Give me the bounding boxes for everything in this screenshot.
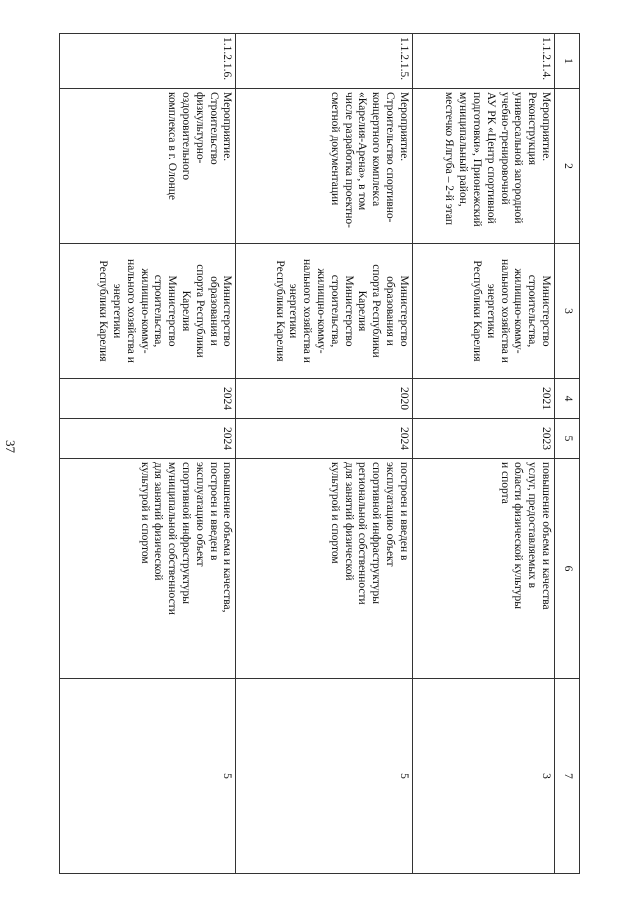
row-executor: Министерство строительства, жилищно-комму- нального хозяйства и энергетики Республики Карелия	[412, 244, 554, 379]
program-table	[59, 33, 580, 874]
row-start-year: 2020	[236, 379, 412, 419]
header-cell-3: 3	[555, 244, 580, 379]
table-row	[236, 34, 412, 874]
row-link: 3	[412, 679, 554, 874]
row-end-year: 2024	[236, 419, 412, 459]
row-event: Мероприятие. Строительство спортивно- концертного комплекса «Карелия-Арена», в том числе разработка проектно- сметной документации	[236, 89, 412, 244]
row-code: 1.1.2.1.6.	[60, 34, 236, 89]
row-start-year: 2021	[412, 379, 554, 419]
row-result: построен и введен в эксплуатацию объект спортивной инфраструктуры региональной собственности для занятий физической культурой и спортом	[236, 459, 412, 679]
header-cell-6: 6	[555, 459, 580, 679]
row-executor: Министерство образования и спорта Республики Карелия Министерство строительства, жилищно-комму- нального хозяйства и энергетики Республики Карелия	[60, 244, 236, 379]
row-event: Мероприятие. Реконструкция универсальной загородной учебно-тренировочной АУ РК «Центр спортивной подготовки», Прионежский муниципальный район, местечко Ялгуба – 2-й этап	[412, 89, 554, 244]
row-result: повышение объема и качества услуг, предоставляемых в области физической культуры и спорта	[412, 459, 554, 679]
header-cell-1: 1	[555, 34, 580, 89]
table-row	[412, 34, 554, 874]
header-cell-4: 4	[555, 379, 580, 419]
row-event: Мероприятие. Строительство физкультурно- оздоровительного комплекса в г. Олонце	[60, 89, 236, 244]
table-row	[60, 34, 236, 874]
row-code: 1.1.2.1.5.	[236, 34, 412, 89]
header-cell-2: 2	[555, 89, 580, 244]
row-code: 1.1.2.1.4.	[412, 34, 554, 89]
row-link: 5	[236, 679, 412, 874]
row-end-year: 2023	[412, 419, 554, 459]
row-link: 5	[60, 679, 236, 874]
page-number: 37	[3, 440, 18, 453]
header-cell-5: 5	[555, 419, 580, 459]
header-row	[555, 34, 580, 874]
rotated-table-container	[59, 33, 580, 873]
row-start-year: 2024	[60, 379, 236, 419]
row-executor: Министерство образования и спорта Республики Карелия Министерство строительства, жилищно-комму- нального хозяйства и энергетики Республики Карелия	[236, 244, 412, 379]
row-result: повышение объема и качества, построен и введен в эксплуатацию объект спортивной инфраструктуры муниципальной собственности для занятий физической культурой и спортом	[60, 459, 236, 679]
row-end-year: 2024	[60, 419, 236, 459]
header-cell-7: 7	[555, 679, 580, 874]
